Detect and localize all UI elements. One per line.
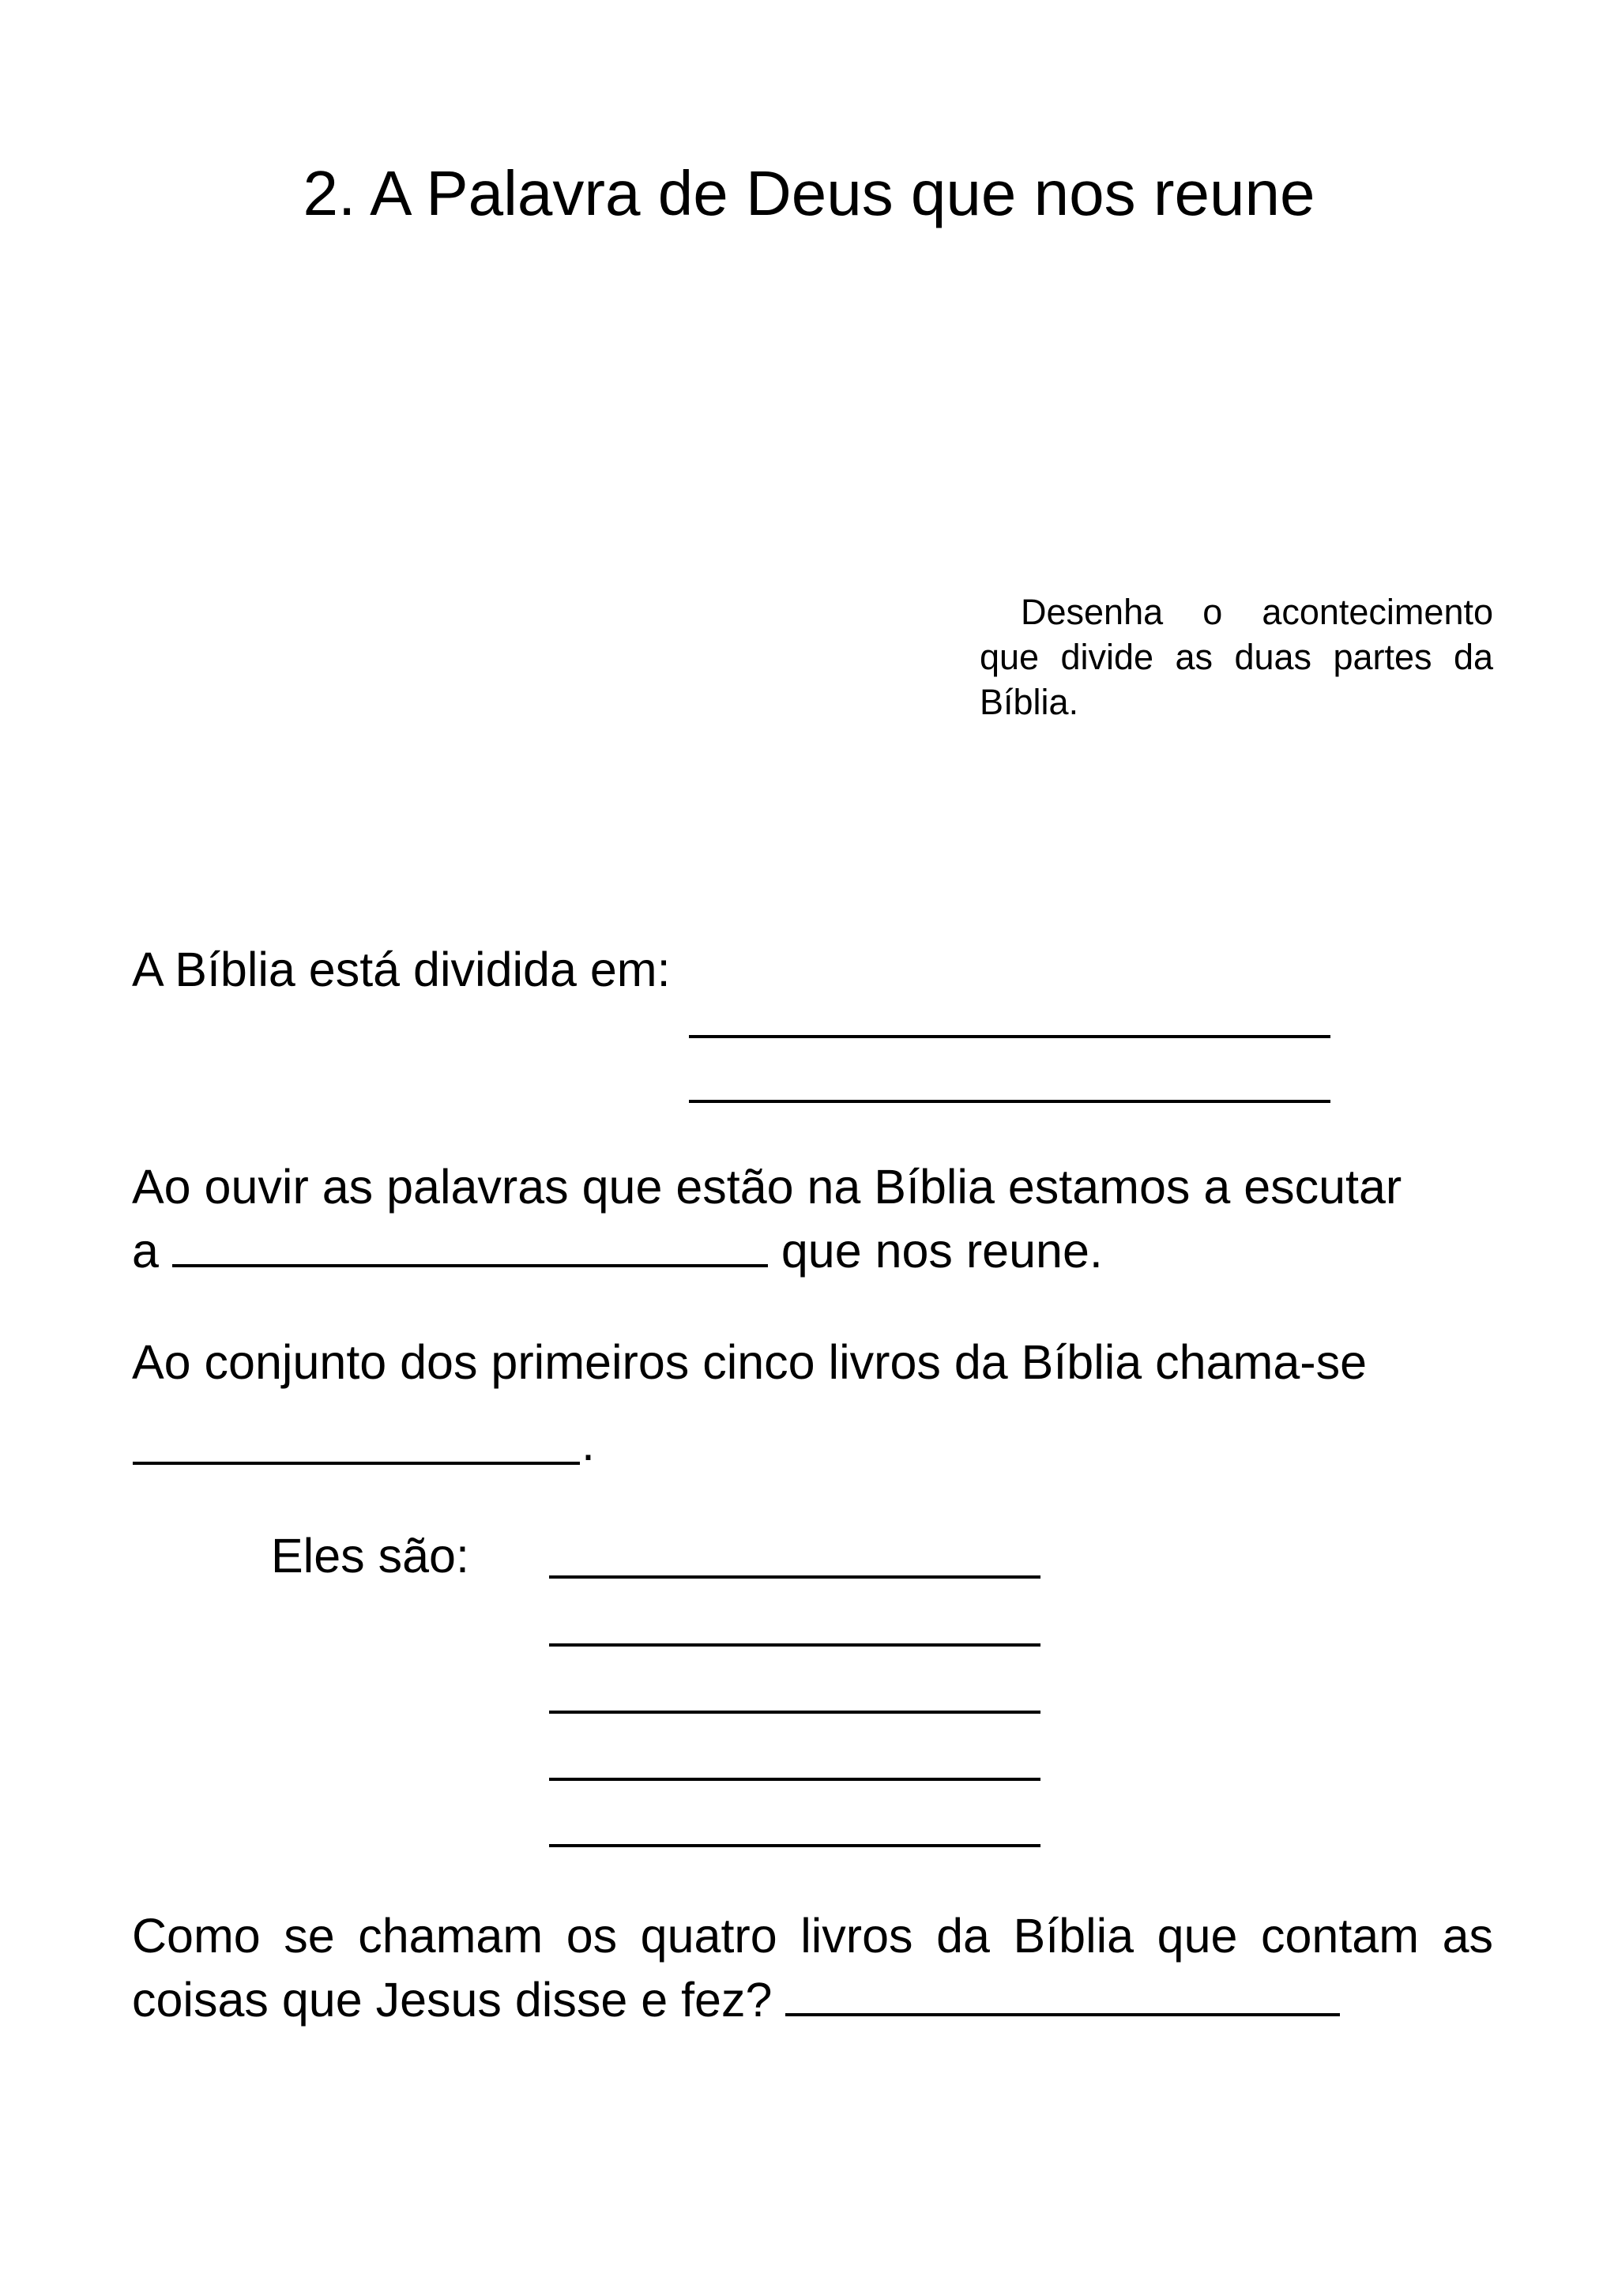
question-first-five-books-period: . xyxy=(581,1417,595,1470)
answer-line-bible-part-2[interactable] xyxy=(689,1100,1330,1103)
answer-line-book-2[interactable] xyxy=(549,1643,1040,1647)
answer-line-book-1[interactable] xyxy=(549,1575,1040,1579)
question-they-are-label: Eles são: xyxy=(271,1529,469,1583)
answer-line-book-4[interactable] xyxy=(549,1778,1040,1781)
answer-line-book-5[interactable] xyxy=(549,1844,1040,1847)
page-title: 2. A Palavra de Deus que nos reune xyxy=(303,158,1315,228)
answer-blank-gospels[interactable] xyxy=(785,1966,1340,2016)
question-first-five-books: Ao conjunto dos primeiros cinco livros da Bíblia chama-se xyxy=(132,1335,1368,1389)
question-four-gospels xyxy=(132,1906,1493,2030)
drawing-instruction: Desenha o acontecimento que divide as duas partes da Bíblia. xyxy=(980,592,1493,722)
question-word-of-god-suffix: que nos reune. xyxy=(781,1224,1103,1278)
answer-line-bible-part-1[interactable] xyxy=(689,1035,1330,1038)
question-word-of-god-line2 xyxy=(132,1217,1103,1281)
answer-line-pentateuch[interactable] xyxy=(133,1462,580,1465)
answer-line-book-3[interactable] xyxy=(549,1711,1040,1714)
answer-blank-word-of-god[interactable] xyxy=(172,1217,768,1267)
question-word-of-god-prefix: a xyxy=(132,1224,159,1278)
question-word-of-god-line1: Ao ouvir as palavras que estão na Bíblia estamos a escutar xyxy=(132,1160,1402,1214)
question-four-gospels-text: Como se chamam os quatro livros da Bíblia que contam as coisas que Jesus disse e fez? xyxy=(132,1909,1493,2027)
question-bible-divided: A Bíblia está dividida em: xyxy=(132,943,671,996)
